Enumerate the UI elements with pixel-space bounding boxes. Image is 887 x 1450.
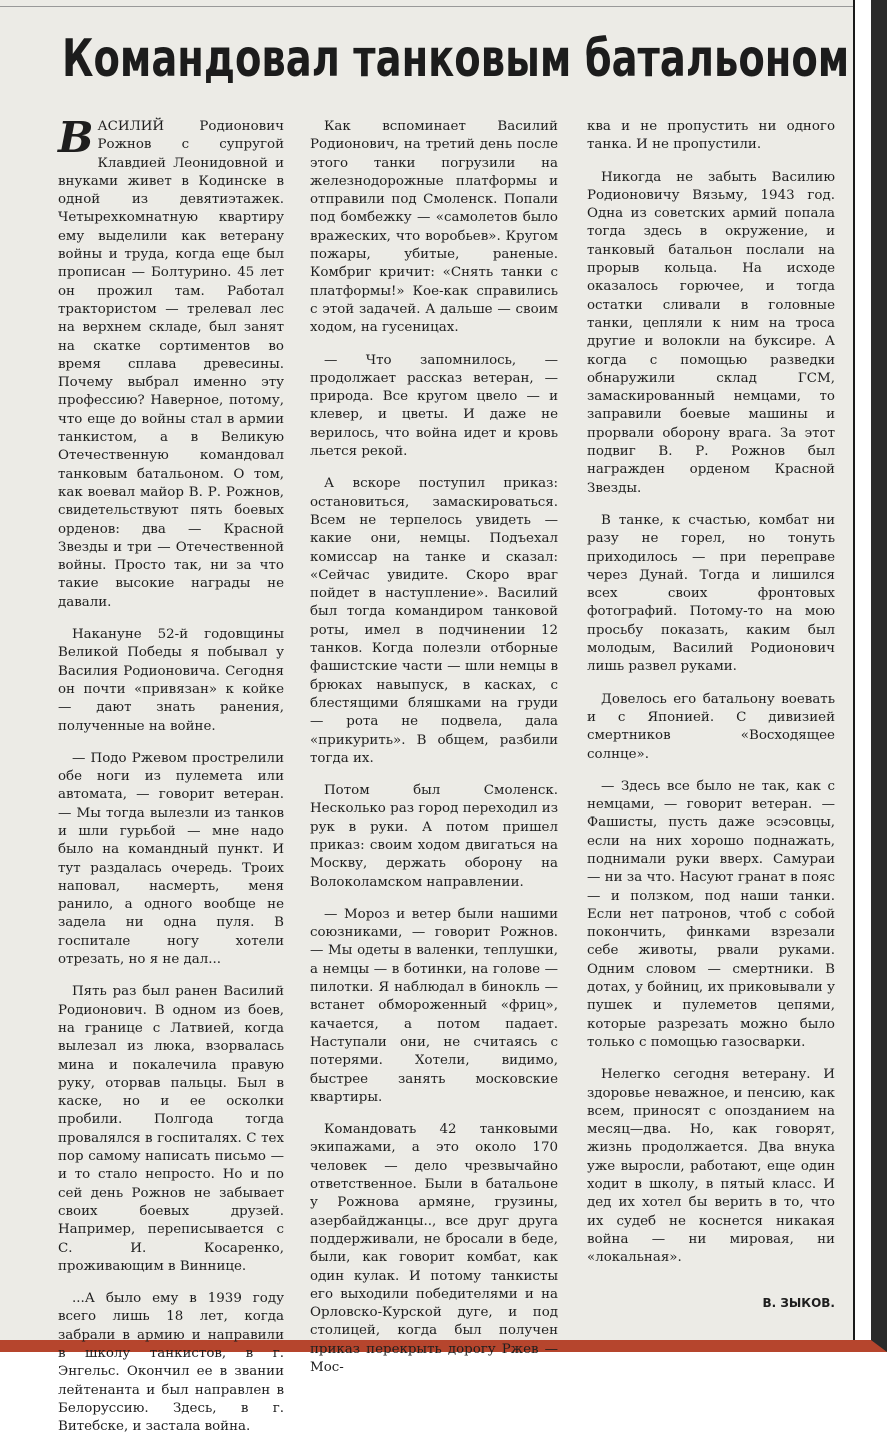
column-2 [310,118,558,1391]
paragraph: Потом был Смоленск. Несколько раз город переходил из рук в руки. А потом пришел приказ: своим ходом двигаться на Москву, держать оборону на Волоколамском направлении. [310,783,558,890]
paragraph: А вскоре поступил приказ: остановиться, замаскироваться. Всем не терпелось увидеть — какие они, немцы. Подъехал комиссар на танке и сказал: «Сейчас увидите. Скоро враг пойдет в наступление». Василий был тогда командиром танковой роты, имел в подчинении 12 танков. Когда полезли отборные фашистские части — шли немцы в брюках навыпуск, в касках, с блестящими бляшками на груди — рота не подвела, дала «прикурить». В общем, разбили тогда их. [310,476,558,766]
paragraph: Накануне 52-й годовщины Великой Победы я побывал у Василия Родионовича. Сегодня он почти «привязан» к койке — дают знать ранения, полученные на войне. [58,627,284,734]
author-signature: В. ЗЫКОВ. [762,1295,835,1310]
paragraph: Как вспоминает Василий Родионович, на третий день после этого танки погрузили на железнодорожные платформы и отправили под Смоленск. Попали под бомбежку — «самолетов было вражеских, что воробьев». Кругом пожары, убитые, раненые. Комбриг кричит: «Снять танки с платформы!» Кое-как справились с этой задачей. А дальше — своим ходом, на гусеницах. [310,119,558,336]
drop-cap: В [58,113,94,162]
paragraph: Довелось его батальону воевать и с Японией. С дивизией смертников «Восходящее солнце». [587,691,835,762]
paragraph: Нелегко сегодня ветерану. И здоровье неважное, и пенсию, как всем, приносят с опозданием на месяц—два. Но, как говорят, жизнь продолжается. Два внука уже выросли, работают, еще один ходит в школу, в пятый класс. И дед их хотел бы верить в то, что их судеб не коснется никакая война — ни мировая, ни «локальная». [587,1067,835,1266]
paragraph: — Что запомнилось, — продолжает рассказ ветеран, — природа. Все кругом цвело — и клевер, и цветы. И даже не верилось, что война идет и кровь льется рекой. [310,352,558,460]
column-1 [58,113,284,1450]
top-rule [0,6,853,7]
paragraph: Пять раз был ранен Василий Родионович. В одном из боев, на границе с Латвией, когда вылезал из люка, взорвалась мина и покалечила правую руку, оторвав пальцы. Был в каске, но и ее осколки пробили. Полгода тогда провалялся в госпиталях. С тех пор самому написать письмо — и то стало непросто. Но и по сей день Рожнов не забывает своих боевых друзей. Например, переписывается с С. И. Косаренко, проживающим в Виннице. [58,984,284,1274]
paragraph: В танке, к счастью, комбат ни разу не горел, но тонуть приходилось — при переправе через Дунай. Тогда и лишился всех своих фронтовых фотографий. Потому-то на мою просьбу показать, каким был молодым, Василий Родионович лишь развел руками. [587,512,835,675]
paragraph: Никогда не забыть Василию Родионовичу Вязьму, 1943 год. Одна из советских армий попала тогда здесь в окружение, и танковый батальон послали на прорыв кольца. На исходе оказалось горючее, и тогда остатки сливали в головные танки, цепляли к ним на тросa другие и волокли на буксире. А когда с помощью разведки обнаружили склад ГСМ, замаскированный немцами, то заправили боевые машины и прорвали оборону врага. За этот подвиг В. Р. Рожнов был награжден орденом Красной Звезды. [587,169,835,496]
column-3 [587,118,835,1312]
paragraph: ...А было ему в 1939 году всего лишь 18 лет, когда забрали в армию и направили в школу танкистов, в г. Энгельс. Окончил ее в звании лейтенанта и был направлен в Белоруссию. Здесь, в г. Витебске, и застала война. [58,1291,284,1435]
paragraph: Командовать 42 танковыми экипажами, а это около 170 человек — дело чрезвычайно ответственное. Были в батальоне у Рожнова армяне, грузины, азербайджанцы.., все друг друга поддерживали, не бросали в беде, были, как говорит комбат, как один кулак. И потому танкисты его выходили победителями и на Орловско-Курской дуге, и под столицей, когда был получен приказ перекрыть дорогу Ржев — Мос- [310,1122,558,1375]
paragraph: — Здесь все было не так, как с немцами, — говорит ветеран. — Фашисты, пусть даже эсэсовцы, если на них хорошо поднажать, поднимали руки вверх. Самураи — ни за что. Насуют гранат в пояс — и ползком, под наши танки. Если нет патронов, чтоб с собой покончить, финками взрезали себе животы, рвали руками. Одним словом — смертники. В дотах, у бойниц, их приковывали у пушек и пулеметов цепями, которые разрезать можно было только с помощью газосварки. [587,778,835,1050]
paragraph [58,113,284,612]
paragraph-text: АСИЛИЙ Родионович Рожнов с супругой Клавдией Леонидовной и внуками живет в Кодинске в одной из девятиэтажек. Четырехкомнатную квартиру ему выделили как ветерану войны и труда, когда еще был прописан — Болтурино. 45 лет он прожил там. Работал трактористом — трелевал лес на верхнем складе, был занят на скатке сортиментов во время сплава древесины. Почему выбрал именно эту профессию? Наверное, потому, что еще до войны стал в армии танкистом, а в Великую Отечественную командовал танковым батальоном. О том, как воевал майор В. Р. Рожнов, свидетельствуют пять боевых орденов: два — Красной Звезды и три — Отечественной войны. Просто так, ни за что такие высокие награды не давали. [58,119,284,610]
article-headline: Командовал танковым батальоном [62,29,850,89]
paragraph: — Подо Ржевом прострелили обе ноги из пулемета или автомата, — говорит ветеран. — Мы тогда вылезли из танков и шли гурьбой — мне надо было на командный пункт. И тут раздалась очередь. Троих наповал, насмерть, меня ранило, а одного вообще не задела ни одна пуля. В госпитале ногу хотели отрезать, но я не дал... [58,750,284,968]
paragraph: ква и не пропустить ни одного танка. И не пропустили. [587,119,835,153]
paragraph: — Мороз и ветер были нашими союзниками, — говорит Рожнов. — Мы одеты в валенки, теплушки, а немцы — в ботинки, на голове — пилотки. Я наблюдал в бинокль — встанет обмороженный «фриц», качается, а потом падает. Наступали они, не считаясь с потерями. Хотели, видимо, быстрее занять московские квартиры. [310,906,558,1105]
